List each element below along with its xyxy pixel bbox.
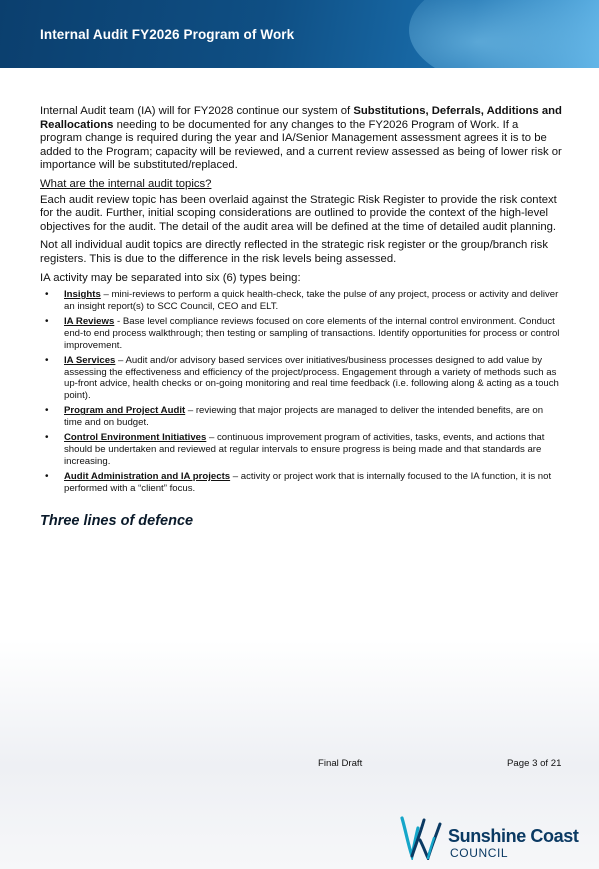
- type-term: Program and Project Audit: [64, 405, 186, 417]
- type-description: – Audit and/or advisory based services over initiatives/business processes designed to add value by assessing the effectiveness and efficiency of the project/process. Engagement through a variety of methods such as up-front advice, health checks or on-going monitoring and real time feedback (i.e. following along & acting as a touch point).: [64, 354, 559, 402]
- audit-types-list: [40, 289, 562, 495]
- banner-swoosh: [409, 0, 599, 68]
- list-item: [40, 405, 562, 429]
- page-title: Internal Audit FY2026 Program of Work: [40, 27, 295, 42]
- logo-subtitle: COUNCIL: [450, 846, 509, 860]
- header-banner: [0, 0, 599, 68]
- intro-paragraph: [40, 105, 562, 173]
- intro-text-end: needing to be documented for any changes to the FY2026 Program of Work. If a program change is required during the year and IA/Senior Management assessment agrees it is to be added to the Program; capacity will be reviewed, and a current review assessed as being of lower risk or importance will be substituted/replaced.: [40, 118, 562, 172]
- page-number: Page 3 of 21: [507, 758, 562, 769]
- type-description: – activity or project work that is internally focused to the IA function, it is not performed with a “client” focus.: [64, 470, 552, 494]
- list-item: [40, 355, 562, 403]
- type-term: IA Services: [64, 354, 116, 366]
- document-status: Final Draft: [318, 758, 363, 769]
- type-description: – continuous improvement program of activities, tasks, events, and actions that should be undertaken and reviewed at regular intervals to ensure progress is being made and that standards are increasing.: [64, 432, 545, 467]
- type-description: – reviewing that major projects are managed to deliver the intended benefits, are on time and on budget.: [64, 405, 544, 429]
- bullet-icon: •: [45, 289, 49, 301]
- types-intro: IA activity may be separated into six (6) types being:: [40, 271, 301, 284]
- topics-heading: What are the internal audit topics?: [40, 177, 212, 190]
- sunshine-coast-logo-icon: [398, 810, 444, 860]
- list-item: [40, 289, 562, 313]
- document-body: [40, 105, 562, 528]
- list-item: [40, 471, 562, 495]
- bullet-icon: •: [45, 432, 49, 444]
- risk-register-paragraph: Not all individual audit topics are directly reflected in the strategic risk register or the group/branch risk registers. This is due to the difference in the risk levels being assessed.: [40, 239, 548, 265]
- bullet-icon: •: [45, 470, 49, 482]
- list-item: [40, 316, 562, 352]
- type-term: IA Reviews: [64, 315, 115, 327]
- section-heading: Three lines of defence: [40, 512, 194, 529]
- type-description: – mini-reviews to perform a quick health-check, take the pulse of any project, process or activity and deliver an insight report(s) to SCC Council, CEO and ELT.: [64, 289, 559, 313]
- intro-bold-text: Substitutions, Deferrals, Additions and Reallocations: [40, 105, 562, 131]
- bullet-icon: •: [45, 354, 49, 366]
- type-term: Control Environment Initiatives: [64, 432, 207, 444]
- bullet-icon: •: [45, 405, 49, 417]
- bullet-icon: •: [45, 315, 49, 327]
- topics-paragraph: Each audit review topic has been overlaid against the Strategic Risk Register to provide the risk context for the audit. Further, initial scoping considerations are outlined to provide the context of the high-level objectives for the audit. The detail of the audit area will be defined at the time of detailed audit planning.: [40, 193, 557, 233]
- type-description: - Base level compliance reviews focused on core elements of the internal control environment. Conduct end-to end process walkthrough; then testing or sampling of transactions. Identify opportunities for process or control improvement.: [64, 315, 560, 351]
- council-logo: [398, 808, 598, 863]
- type-term: Audit Administration and IA projects: [64, 470, 231, 482]
- list-item: [40, 432, 562, 468]
- intro-text-start: Internal Audit team (IA) will for FY2028 continue our system of: [40, 105, 354, 117]
- logo-name: Sunshine Coast: [448, 826, 579, 846]
- type-term: Insights: [64, 289, 101, 301]
